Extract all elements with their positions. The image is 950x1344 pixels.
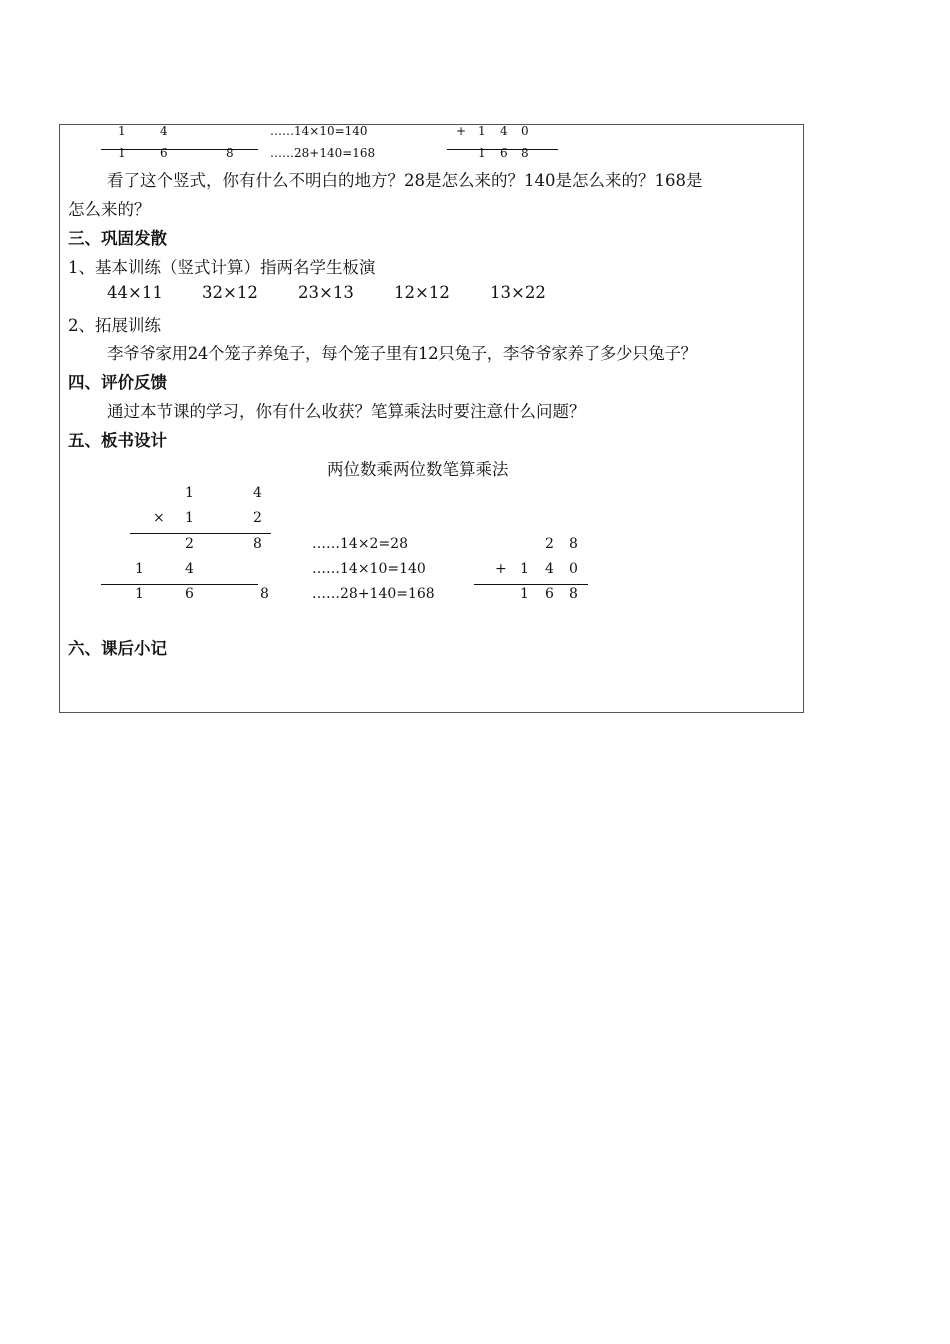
digit: 1 (118, 146, 126, 160)
digit: 6 (545, 586, 554, 602)
digit: 8 (521, 146, 529, 160)
digit: 4 (253, 485, 262, 501)
digit: 8 (253, 536, 262, 552)
problem: 12×12 (394, 283, 450, 302)
digit: 4 (500, 124, 508, 138)
digit: 0 (569, 561, 578, 577)
question-line: 怎么来的？ (68, 200, 151, 219)
calc-note: ……14×2=28 (312, 536, 408, 552)
digit: 1 (135, 586, 144, 602)
question-line: 看了这个竖式，你有什么不明白的地方？28是怎么来的？140是怎么来的？168是 (107, 171, 703, 190)
digit: 1 (185, 510, 194, 526)
reflection-text: 通过本节课的学习，你有什么收获？笔算乘法时要注意什么问题？ (107, 402, 586, 421)
multiply-sign: × (153, 510, 165, 526)
digit: 1 (520, 586, 529, 602)
exercise-item: 1、基本训练（竖式计算）指两名学生板演 (68, 258, 376, 277)
digit: 2 (185, 536, 194, 552)
calc-note: ……14×10=140 (312, 561, 426, 577)
digit: 1 (185, 485, 194, 501)
digit: 2 (253, 510, 262, 526)
digit: 2 (545, 536, 554, 552)
digit: 4 (185, 561, 194, 577)
exercise-item: 2、拓展训练 (68, 316, 161, 335)
digit: 1 (520, 561, 529, 577)
digit: 6 (500, 146, 508, 160)
product-line (130, 533, 271, 534)
section-heading: 三、巩固发散 (68, 229, 167, 248)
word-problem: 李爷爷家用24个笼子养兔子，每个笼子里有12只兔子，李爷爷家养了多少只兔子？ (107, 344, 697, 363)
problem: 23×13 (298, 283, 354, 302)
section-heading: 四、评价反馈 (68, 373, 167, 392)
digit: 1 (478, 124, 486, 138)
digit: 6 (160, 146, 168, 160)
calc-note: ……28+140=168 (270, 146, 376, 160)
problem: 13×22 (490, 283, 546, 302)
digit: 8 (569, 586, 578, 602)
digit: 0 (521, 124, 529, 138)
plus-sign: + (456, 124, 467, 138)
digit: 8 (569, 536, 578, 552)
digit: 6 (185, 586, 194, 602)
digit: 1 (118, 124, 126, 138)
plus-sign: + (495, 561, 507, 577)
digit: 8 (226, 146, 234, 160)
board-title: 两位数乘两位数笔算乘法 (327, 460, 509, 479)
section-heading: 五、板书设计 (68, 431, 167, 450)
sum-line (101, 584, 258, 585)
calc-note: ……28+140=168 (312, 586, 435, 602)
sum-line (474, 584, 588, 585)
section-heading: 六、课后小记 (68, 639, 167, 658)
problem: 44×11 (107, 283, 163, 302)
digit: 4 (545, 561, 554, 577)
digit: 1 (478, 146, 486, 160)
problem: 32×12 (202, 283, 258, 302)
calc-note: ……14×10=140 (270, 124, 368, 138)
digit: 4 (160, 124, 168, 138)
digit: 1 (135, 561, 144, 577)
digit: 8 (260, 586, 269, 602)
